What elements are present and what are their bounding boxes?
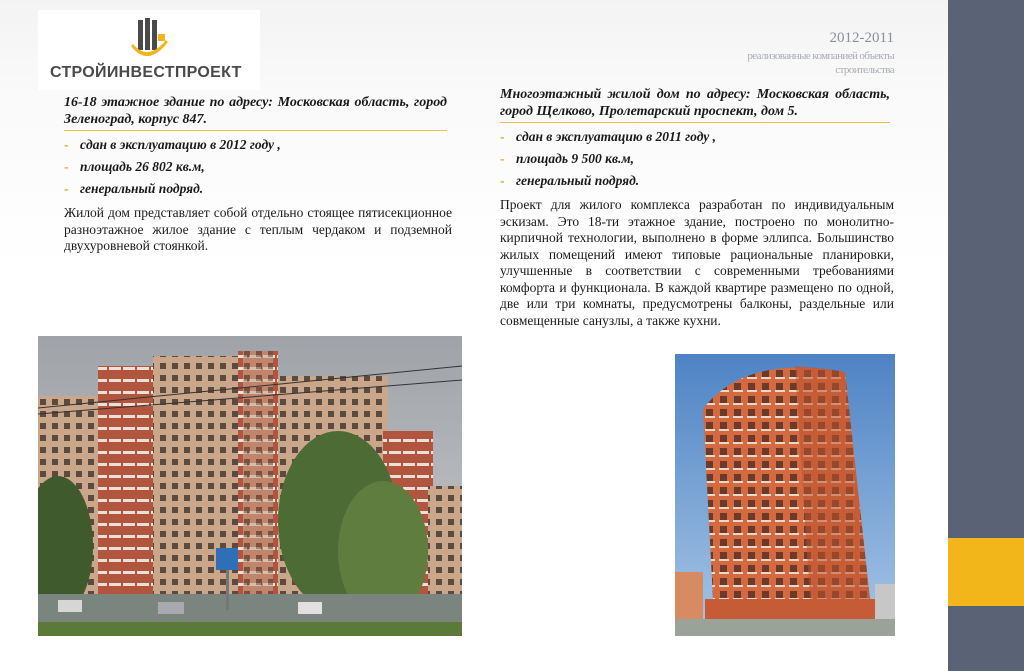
bullet-dash-icon: - — [500, 129, 505, 144]
fact-item — [500, 128, 894, 145]
project-title: 16-18 этажное здание по адресу: Московская область, город Зеленоград, корпус 847. — [64, 94, 447, 131]
fact-text: сдан в эксплуатацию в 2011 году , — [516, 129, 716, 144]
bullet-dash-icon: - — [64, 181, 69, 196]
fact-text: сдан в эксплуатацию в 2012 году , — [80, 137, 281, 152]
bullet-dash-icon: - — [500, 173, 505, 188]
fact-item — [64, 158, 452, 175]
years-heading: 2012-2011 — [829, 30, 894, 46]
company-name: СТРОЙИНВЕСТПРОЕКТ — [50, 64, 242, 81]
fact-text: генеральный подряд. — [80, 181, 204, 196]
project-right — [500, 86, 894, 329]
bullet-dash-icon: - — [500, 151, 505, 166]
fact-item — [500, 172, 894, 189]
project-description: Жилой дом представляет собой отдельно стоящее пятисекционное разноэтажное жилое здание с теплым чердаком и подземной двухуровневой стоянкой. — [64, 205, 452, 253]
fact-text: генеральный подряд. — [516, 173, 640, 188]
fact-text: площадь 26 802 кв.м, — [80, 159, 205, 174]
project-description: Проект для жилого комплекса разработан по индивидуальным эскизам. Это 18-ти этажное здание, построено по монолитно-кирпичной технологии, выполнено в форме эллипса. Большинство жилых помещений имеют типовые рациональные планировки, улучшенные в соответствии с современными требованиями комфорта и функционала. В каждой квартире размещено по одной, две или три комнаты, предусмотрены балконы, раздельные или совмещенные санузлы, а также кухни. — [500, 197, 894, 328]
project-left — [64, 94, 452, 255]
bullet-dash-icon: - — [64, 159, 69, 174]
project-title: Многоэтажный жилой дом по адресу: Московская область, город Щелково, Пролетарский проспект, дом 5. — [500, 86, 890, 123]
project-facts — [500, 128, 894, 189]
sidebar-accent-block — [948, 538, 1024, 606]
fact-text: площадь 9 500 кв.м, — [516, 151, 635, 166]
bullet-dash-icon: - — [64, 137, 69, 152]
photo-tower-building — [675, 354, 895, 636]
company-logo — [38, 10, 260, 90]
slide-subtitle: реализованные компанией объекты строительства — [747, 50, 894, 76]
project-facts — [64, 136, 452, 197]
fact-item — [64, 180, 452, 197]
fact-item — [64, 136, 452, 153]
logo-emblem-icon — [130, 18, 170, 62]
fact-item — [500, 150, 894, 167]
photo-multistorey-building — [38, 336, 462, 636]
